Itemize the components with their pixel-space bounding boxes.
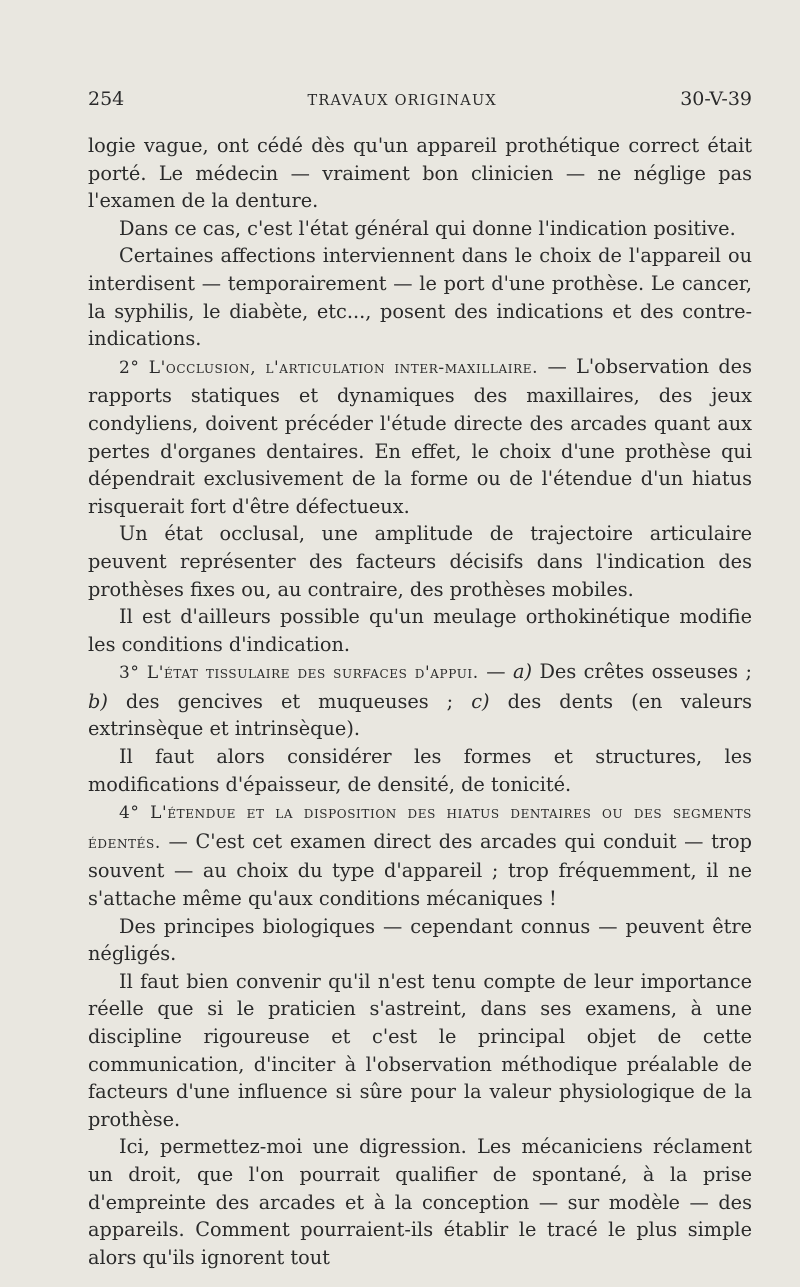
paragraph-11: Il faut bien convenir qu'il n'est tenu compte de leur importance réelle que si le praticien s'astreint, dans ses examens, à une discipline rigoureuse et c'est le principal objet de cette communication, d'inciter à l'observation méthodique préalable de facteurs d'une influence si sûre pour la valeur physiologique de la prothèse. <box>88 969 752 1131</box>
paragraph-12: Ici, permettez-moi une digression. Les mécaniciens réclament un droit, que l'on pourrait qualifier de spontané, à la prise d'empreinte des arcades et à la conception — sur modèle — des appareils. Comment pourraient-ils établir le tracé le plus simple alors qu'ils ignorent tout <box>88 1135 752 1269</box>
paragraph-3: Certaines affections interviennent dans le choix de l'appareil ou interdisent — temporairement — le port d'une prothèse. Le cancer, la syphilis, le diabète, etc..., posent des indications et des contre-indications. <box>88 244 752 351</box>
paragraph-7-text-b: Des crêtes osseuses ; <box>532 660 752 684</box>
paragraph-2: Dans ce cas, c'est l'état général qui donne l'indication positive. <box>119 216 736 240</box>
paragraph-9 <box>88 798 752 912</box>
list-marker-a: a) <box>512 660 532 684</box>
section-heading-3: 3° L'état tissulaire des surfaces d'appui. <box>119 663 479 684</box>
paragraph-1: logie vague, ont cédé dès qu'un appareil prothétique correct était porté. Le médecin — vraiment bon clinicien — ne néglige pas l'examen de la denture. <box>88 134 752 213</box>
list-marker-c: c) <box>471 689 490 713</box>
page-number: 254 <box>88 88 125 110</box>
running-title: TRAVAUX ORIGINAUX <box>307 93 497 109</box>
body-text <box>88 132 752 1271</box>
paragraph-7-text-d: des dents (en valeurs extrinsèque et intrinsèque). <box>88 689 752 741</box>
paragraph-7-text-a: — <box>478 660 513 684</box>
paragraph-5: Un état occlusal, une amplitude de trajectoire articulaire peuvent représenter des facteurs décisifs dans l'indication des prothèses fixes ou, au contraire, des prothèses mobiles. <box>88 522 752 601</box>
paragraph-8: Il faut alors considérer les formes et structures, les modifications d'épaisseur, de densité, de tonicité. <box>88 745 752 796</box>
list-marker-b: b) <box>88 689 108 713</box>
paragraph-4 <box>88 353 752 521</box>
running-head <box>88 88 752 110</box>
paragraph-7-text-c: des gencives et muqueuses ; <box>107 689 472 713</box>
paragraph-7 <box>88 658 752 743</box>
paragraph-4-text: — L'observation des rapports statiques et dynamiques des maxillaires, des jeux condyliens, doivent précéder l'étude directe des arcades quant aux pertes d'organes dentaires. En effet, le choix d'une prothèse qui dépendrait exclusivement de la forme ou de l'étendue d'un hiatus risquerait fort d'être défectueux. <box>88 354 752 518</box>
section-heading-2: 2° L'occlusion, l'articulation inter-maxillaire. <box>119 357 539 378</box>
paragraph-9-text: — C'est cet examen direct des arcades qui conduit — trop souvent — au choix du type d'appareil ; trop fréquemment, il ne s'attache même qu'aux conditions mécaniques ! <box>88 829 752 911</box>
paragraph-6: Il est d'ailleurs possible qu'un meulage orthokinétique modifie les conditions d'indication. <box>88 605 752 656</box>
section-heading-4: 4° L'étendue et la disposition des hiatus dentaires ou des segments édentés. <box>88 803 752 853</box>
issue-date: 30-V-39 <box>680 88 752 110</box>
paragraph-10: Des principes biologiques — cependant connus — peuvent être négligés. <box>88 914 752 966</box>
